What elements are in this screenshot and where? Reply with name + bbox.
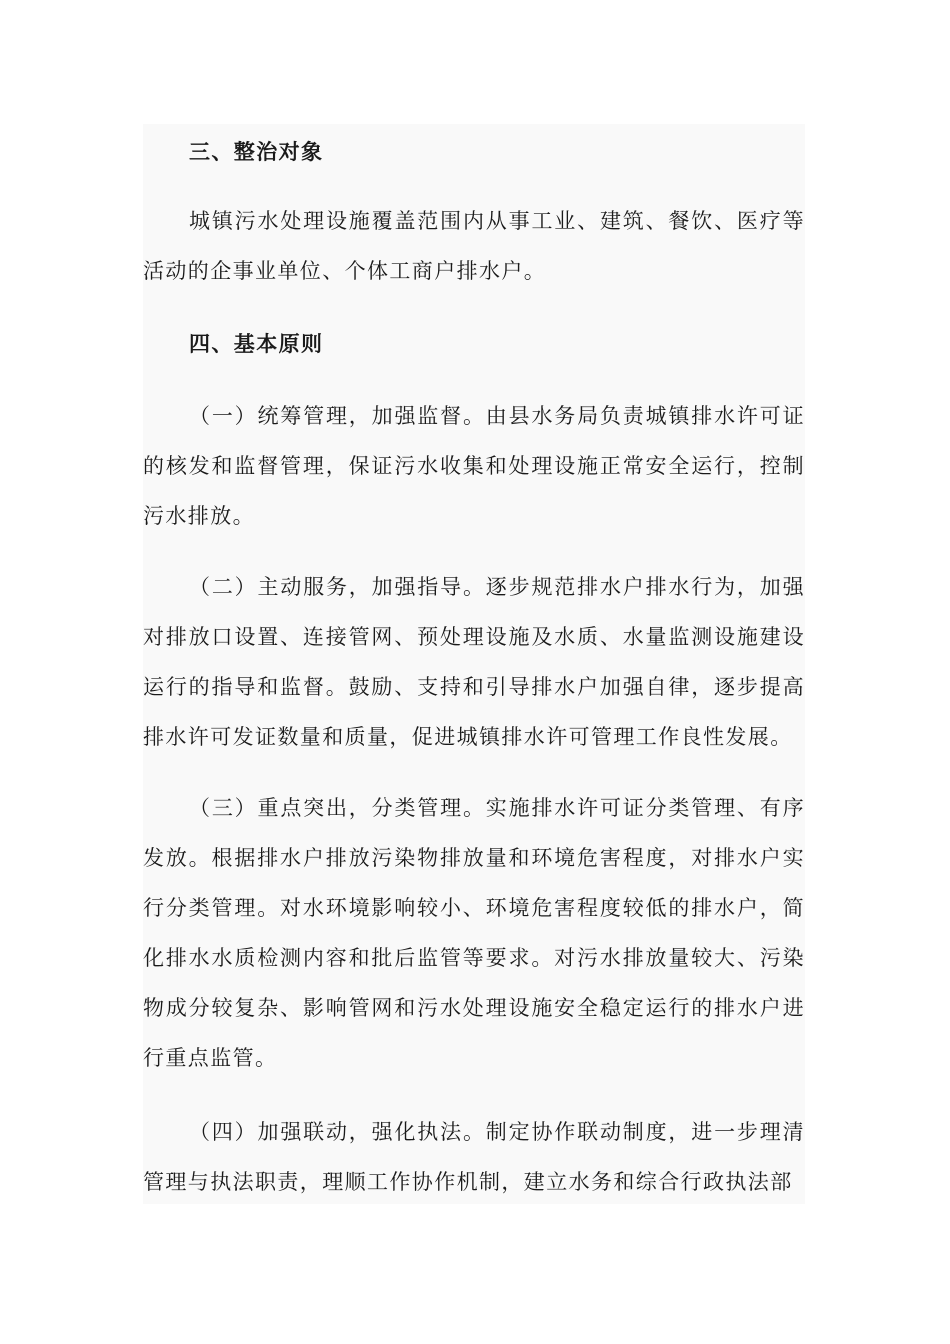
section-3-paragraph: 城镇污水处理设施覆盖范围内从事工业、建筑、餐饮、医疗等活动的企事业单位、个体工商户排水户。 bbox=[143, 209, 805, 283]
principle-paragraph-1: （一）统筹管理，加强监督。由县水务局负责城镇排水许可证的核发和监督管理，保证污水收集和处理设施正常安全运行，控制污水排放。 bbox=[143, 404, 805, 528]
section-heading-4: 四、基本原则 bbox=[189, 331, 324, 356]
principle-paragraph-4: （四）加强联动，强化执法。制定协作联动制度，进一步理清管理与执法职责，理顺工作协作机制，建立水务和综合行政执法部 bbox=[143, 1120, 805, 1194]
document-page bbox=[143, 124, 805, 1204]
principle-paragraph-3: （三）重点突出，分类管理。实施排水许可证分类管理、有序发放。根据排水户排放污染物排放量和环境危害程度，对排水户实行分类管理。对水环境影响较小、环境危害程度较低的排水户，简化排水水质检测内容和批后监管等要求。对污水排放量较大、污染物成分较复杂、影响管网和污水处理设施安全稳定运行的排水户进行重点监管。 bbox=[143, 796, 805, 1070]
section-heading-3: 三、整治对象 bbox=[189, 139, 324, 164]
principle-paragraph-2: （二）主动服务，加强指导。逐步规范排水户排水行为，加强对排放口设置、连接管网、预处理设施及水质、水量监测设施建设运行的指导和监督。鼓励、支持和引导排水户加强自律，逐步提高排水许可发证数量和质量，促进城镇排水许可管理工作良性发展。 bbox=[143, 575, 805, 749]
